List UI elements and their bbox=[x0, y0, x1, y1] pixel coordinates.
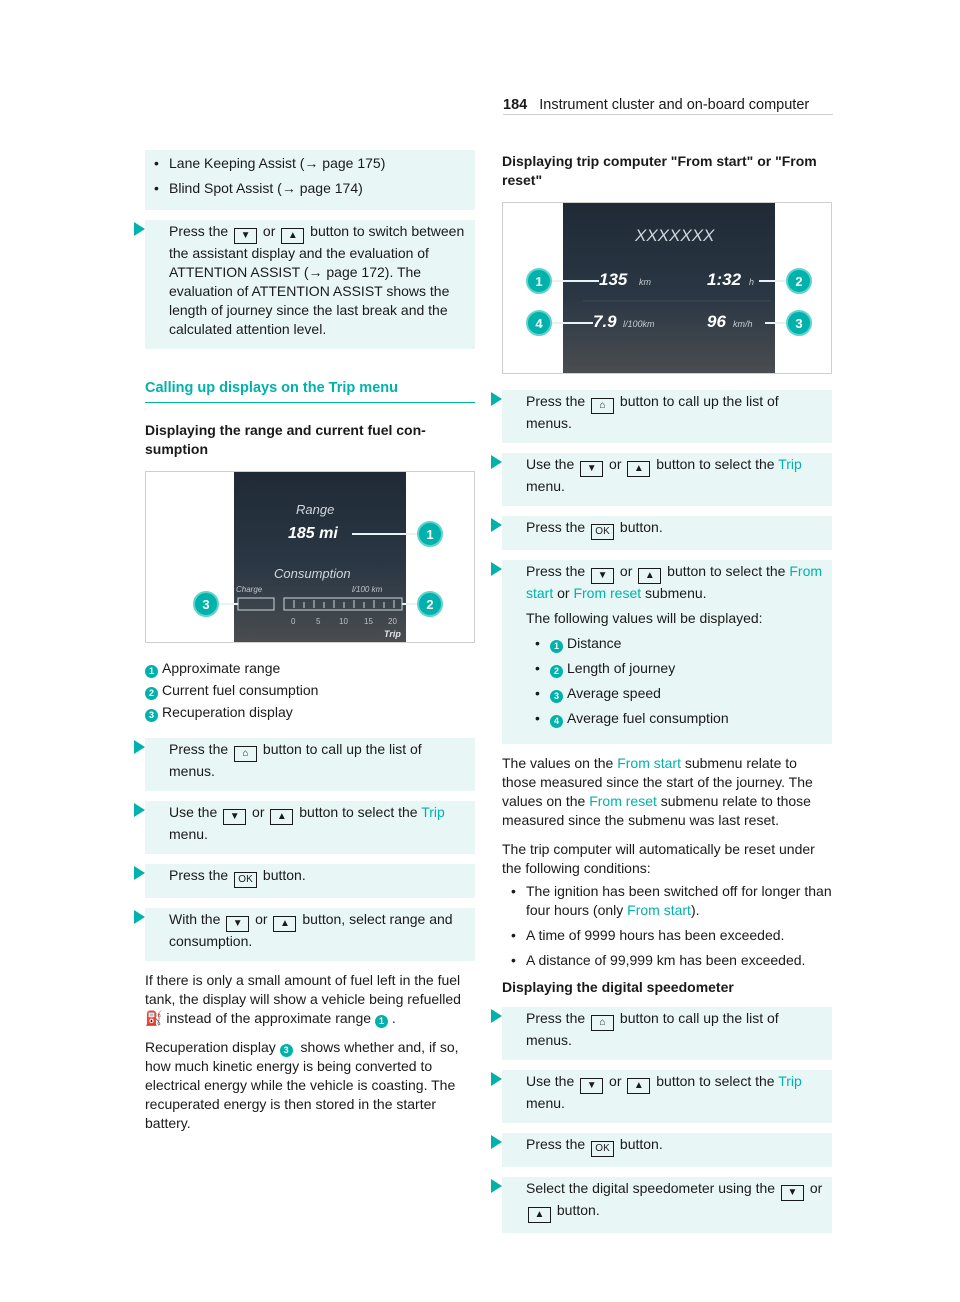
down-button-icon: ▼ bbox=[223, 809, 246, 825]
speed-value: 96 bbox=[707, 312, 726, 331]
callout-number: 3 bbox=[795, 316, 803, 331]
step-arrow-icon bbox=[491, 1072, 502, 1086]
list-item: • The ignition has been switched off for longer than four hours (only From start). bbox=[526, 882, 832, 920]
list-item: • 2 Length of journey bbox=[550, 659, 824, 678]
callout-number: 3 bbox=[202, 597, 210, 612]
step-arrow-icon bbox=[134, 803, 145, 817]
down-button-icon: ▼ bbox=[781, 1185, 804, 1201]
instruction-step: Press the ▼ or ▲ button to switch between the assistant display and the evaluation of ATTENTION ASSIST (→ page 172). The evaluation of ATTENTION ASSIST shows the length of journey since the last break and the calculated attention level. bbox=[145, 220, 475, 349]
up-button-icon: ▲ bbox=[528, 1207, 551, 1223]
recuperation-bar bbox=[238, 598, 274, 610]
scale-ticks bbox=[294, 600, 394, 608]
instruction-step: Press the OK button. bbox=[502, 1133, 832, 1167]
down-button-icon: ▼ bbox=[580, 461, 603, 477]
step-arrow-icon bbox=[491, 1009, 502, 1023]
page-number: 184 bbox=[503, 97, 528, 113]
chapter-title: Instrument cluster and on-board computer bbox=[539, 97, 810, 113]
step-arrow-icon bbox=[491, 562, 502, 576]
up-button-icon: ▲ bbox=[273, 916, 296, 932]
trip-label: Trip bbox=[384, 629, 401, 639]
step-arrow-icon bbox=[491, 1179, 502, 1193]
trip-menu-link: Trip bbox=[421, 804, 445, 820]
ok-button-icon: OK bbox=[234, 872, 257, 888]
paragraph: Recuperation display 3 shows whether and, if so, how much kinetic energy is being converted to electrical energy while the vehicle is coasting. The recuperated energy is then stored in the starter battery. bbox=[145, 1039, 459, 1131]
paragraph: The values on the From start submenu relate to those measured since the start of the journey. The values on the From reset submenu relate to those measured since the submenu was last reset. bbox=[502, 755, 813, 828]
scale-label: 10 bbox=[339, 617, 348, 626]
time-unit: h bbox=[749, 277, 755, 287]
from-start-link: From start bbox=[617, 755, 681, 771]
distance-unit: km bbox=[639, 277, 651, 287]
figure-overlay bbox=[503, 203, 832, 373]
list-item: • Lane Keeping Assist (→ page 175) bbox=[169, 154, 475, 173]
page-header bbox=[503, 96, 833, 115]
fuel-value: 7.9 bbox=[593, 312, 617, 331]
from-reset-link: From reset bbox=[589, 793, 657, 809]
list-item: • A time of 9999 hours has been exceeded. bbox=[526, 926, 832, 945]
legend-item: 2 Current fuel consumption bbox=[145, 681, 475, 700]
up-button-icon: ▲ bbox=[281, 228, 304, 244]
values-intro: The following values will be displayed: bbox=[526, 610, 763, 626]
paragraph: If there is only a small amount of fuel left in the fuel tank, the display will show a vehicle being refuelled ⛽ instead of the approximate range 1 . bbox=[145, 972, 461, 1026]
consumption-label: Consumption bbox=[274, 566, 351, 581]
home-button-icon: ⌂ bbox=[591, 1015, 614, 1031]
callout-badge: 3 bbox=[280, 1044, 293, 1057]
instruction-step: Press the ▼ or ▲ button to select the From start or From reset submenu. The following values will be displayed: • 1 Distance • 2 Length of journey • 3 Average speed • 4 Average fuel consumption bbox=[502, 560, 832, 744]
range-consumption-figure bbox=[145, 471, 475, 643]
step-arrow-icon bbox=[491, 392, 502, 406]
distance-value: 135 bbox=[599, 270, 628, 289]
list-item: • 1 Distance bbox=[550, 634, 824, 653]
legend-item: 1 Approximate range bbox=[145, 659, 475, 678]
callout-number: 4 bbox=[535, 316, 543, 331]
instruction-step: Press the OK button. bbox=[145, 864, 475, 898]
callout-number: 1 bbox=[426, 527, 434, 542]
callout-number: 2 bbox=[795, 274, 803, 289]
values-list bbox=[526, 634, 824, 728]
range-label: Range bbox=[296, 502, 335, 517]
down-button-icon: ▼ bbox=[226, 916, 249, 932]
list-item: • Blind Spot Assist (→ page 174) bbox=[169, 179, 475, 198]
instruction-step: Press the OK button. bbox=[502, 516, 832, 550]
figure-legend bbox=[145, 659, 475, 722]
instruction-step: Press the ⌂ button to call up the list of menus. bbox=[502, 390, 832, 443]
speed-unit: km/h bbox=[733, 319, 753, 329]
step-arrow-icon bbox=[134, 740, 145, 754]
ok-button-icon: OK bbox=[591, 1141, 614, 1157]
home-button-icon: ⌂ bbox=[591, 398, 614, 414]
callout-number: 1 bbox=[535, 274, 543, 289]
step-arrow-icon bbox=[134, 222, 145, 236]
trip-title: XXXXXXX bbox=[635, 226, 715, 245]
from-start-link: From start bbox=[526, 563, 823, 601]
right-column bbox=[502, 150, 832, 1243]
from-reset-link: From reset bbox=[573, 585, 642, 601]
callout-badge: 2 bbox=[145, 687, 158, 700]
range-value: 185 mi bbox=[288, 525, 338, 542]
time-value: 1:32 bbox=[707, 270, 742, 289]
ok-button-icon: OK bbox=[591, 524, 614, 540]
legend-item: 3 Recuperation display bbox=[145, 703, 475, 722]
paragraph: The trip computer will automatically be reset under the following conditions: bbox=[502, 841, 815, 876]
step-arrow-icon bbox=[491, 518, 502, 532]
figure-overlay bbox=[146, 472, 475, 642]
charge-label: Charge bbox=[236, 585, 263, 594]
step-arrow-icon bbox=[134, 866, 145, 880]
list-item: • A distance of 99,999 km has been exceeded. bbox=[526, 951, 832, 970]
down-button-icon: ▼ bbox=[580, 1078, 603, 1094]
list-item: • 4 Average fuel consumption bbox=[550, 709, 824, 728]
subheading: Displaying trip computer "From start" or "From reset" bbox=[502, 153, 817, 188]
step-arrow-icon bbox=[491, 455, 502, 469]
instruction-step: Select the digital speedometer using the ▼ or ▲ button. bbox=[502, 1177, 832, 1233]
instruction-step: Use the ▼ or ▲ button to select the Trip menu. bbox=[145, 801, 475, 854]
left-column bbox=[145, 150, 475, 1143]
scale-label: 0 bbox=[291, 617, 296, 626]
section-title: Calling up displays on the Trip menu bbox=[145, 379, 475, 403]
callout-badge: 1 bbox=[375, 1015, 388, 1028]
up-button-icon: ▲ bbox=[270, 809, 293, 825]
list-item: • 3 Average speed bbox=[550, 684, 824, 703]
down-button-icon: ▼ bbox=[234, 228, 257, 244]
scale-label: 15 bbox=[364, 617, 373, 626]
intro-bullet-box bbox=[145, 150, 475, 210]
trip-menu-link: Trip bbox=[778, 456, 802, 472]
instruction-step: Press the ⌂ button to call up the list of menus. bbox=[502, 1007, 832, 1060]
refuel-icon: ⛽ bbox=[145, 1010, 163, 1026]
subheading: Displaying the range and current fuel consumption bbox=[145, 422, 426, 457]
up-button-icon: ▲ bbox=[627, 461, 650, 477]
callout-badge: 3 bbox=[145, 709, 158, 722]
trip-menu-link: Trip bbox=[778, 1073, 802, 1089]
step-arrow-icon bbox=[491, 1135, 502, 1149]
trip-computer-figure bbox=[502, 202, 832, 374]
instruction-step: Use the ▼ or ▲ button to select the Trip menu. bbox=[502, 1070, 832, 1123]
fuel-unit: l/100km bbox=[623, 319, 655, 329]
step-arrow-icon bbox=[134, 910, 145, 924]
subheading: Displaying the digital speedometer bbox=[502, 979, 734, 995]
unit-label: l/100 km bbox=[352, 585, 383, 594]
instruction-step: Press the ⌂ button to call up the list of menus. bbox=[145, 738, 475, 791]
home-button-icon: ⌂ bbox=[234, 746, 257, 762]
up-button-icon: ▲ bbox=[638, 568, 661, 584]
up-button-icon: ▲ bbox=[627, 1078, 650, 1094]
instruction-step: With the ▼ or ▲ button, select range and consumption. bbox=[145, 908, 475, 961]
scale-label: 5 bbox=[316, 617, 321, 626]
conditions-list bbox=[502, 882, 832, 970]
down-button-icon: ▼ bbox=[591, 568, 614, 584]
callout-number: 2 bbox=[426, 597, 434, 612]
callout-badge: 1 bbox=[145, 665, 158, 678]
instruction-step: Use the ▼ or ▲ button to select the Trip menu. bbox=[502, 453, 832, 506]
scale-label: 20 bbox=[388, 617, 397, 626]
